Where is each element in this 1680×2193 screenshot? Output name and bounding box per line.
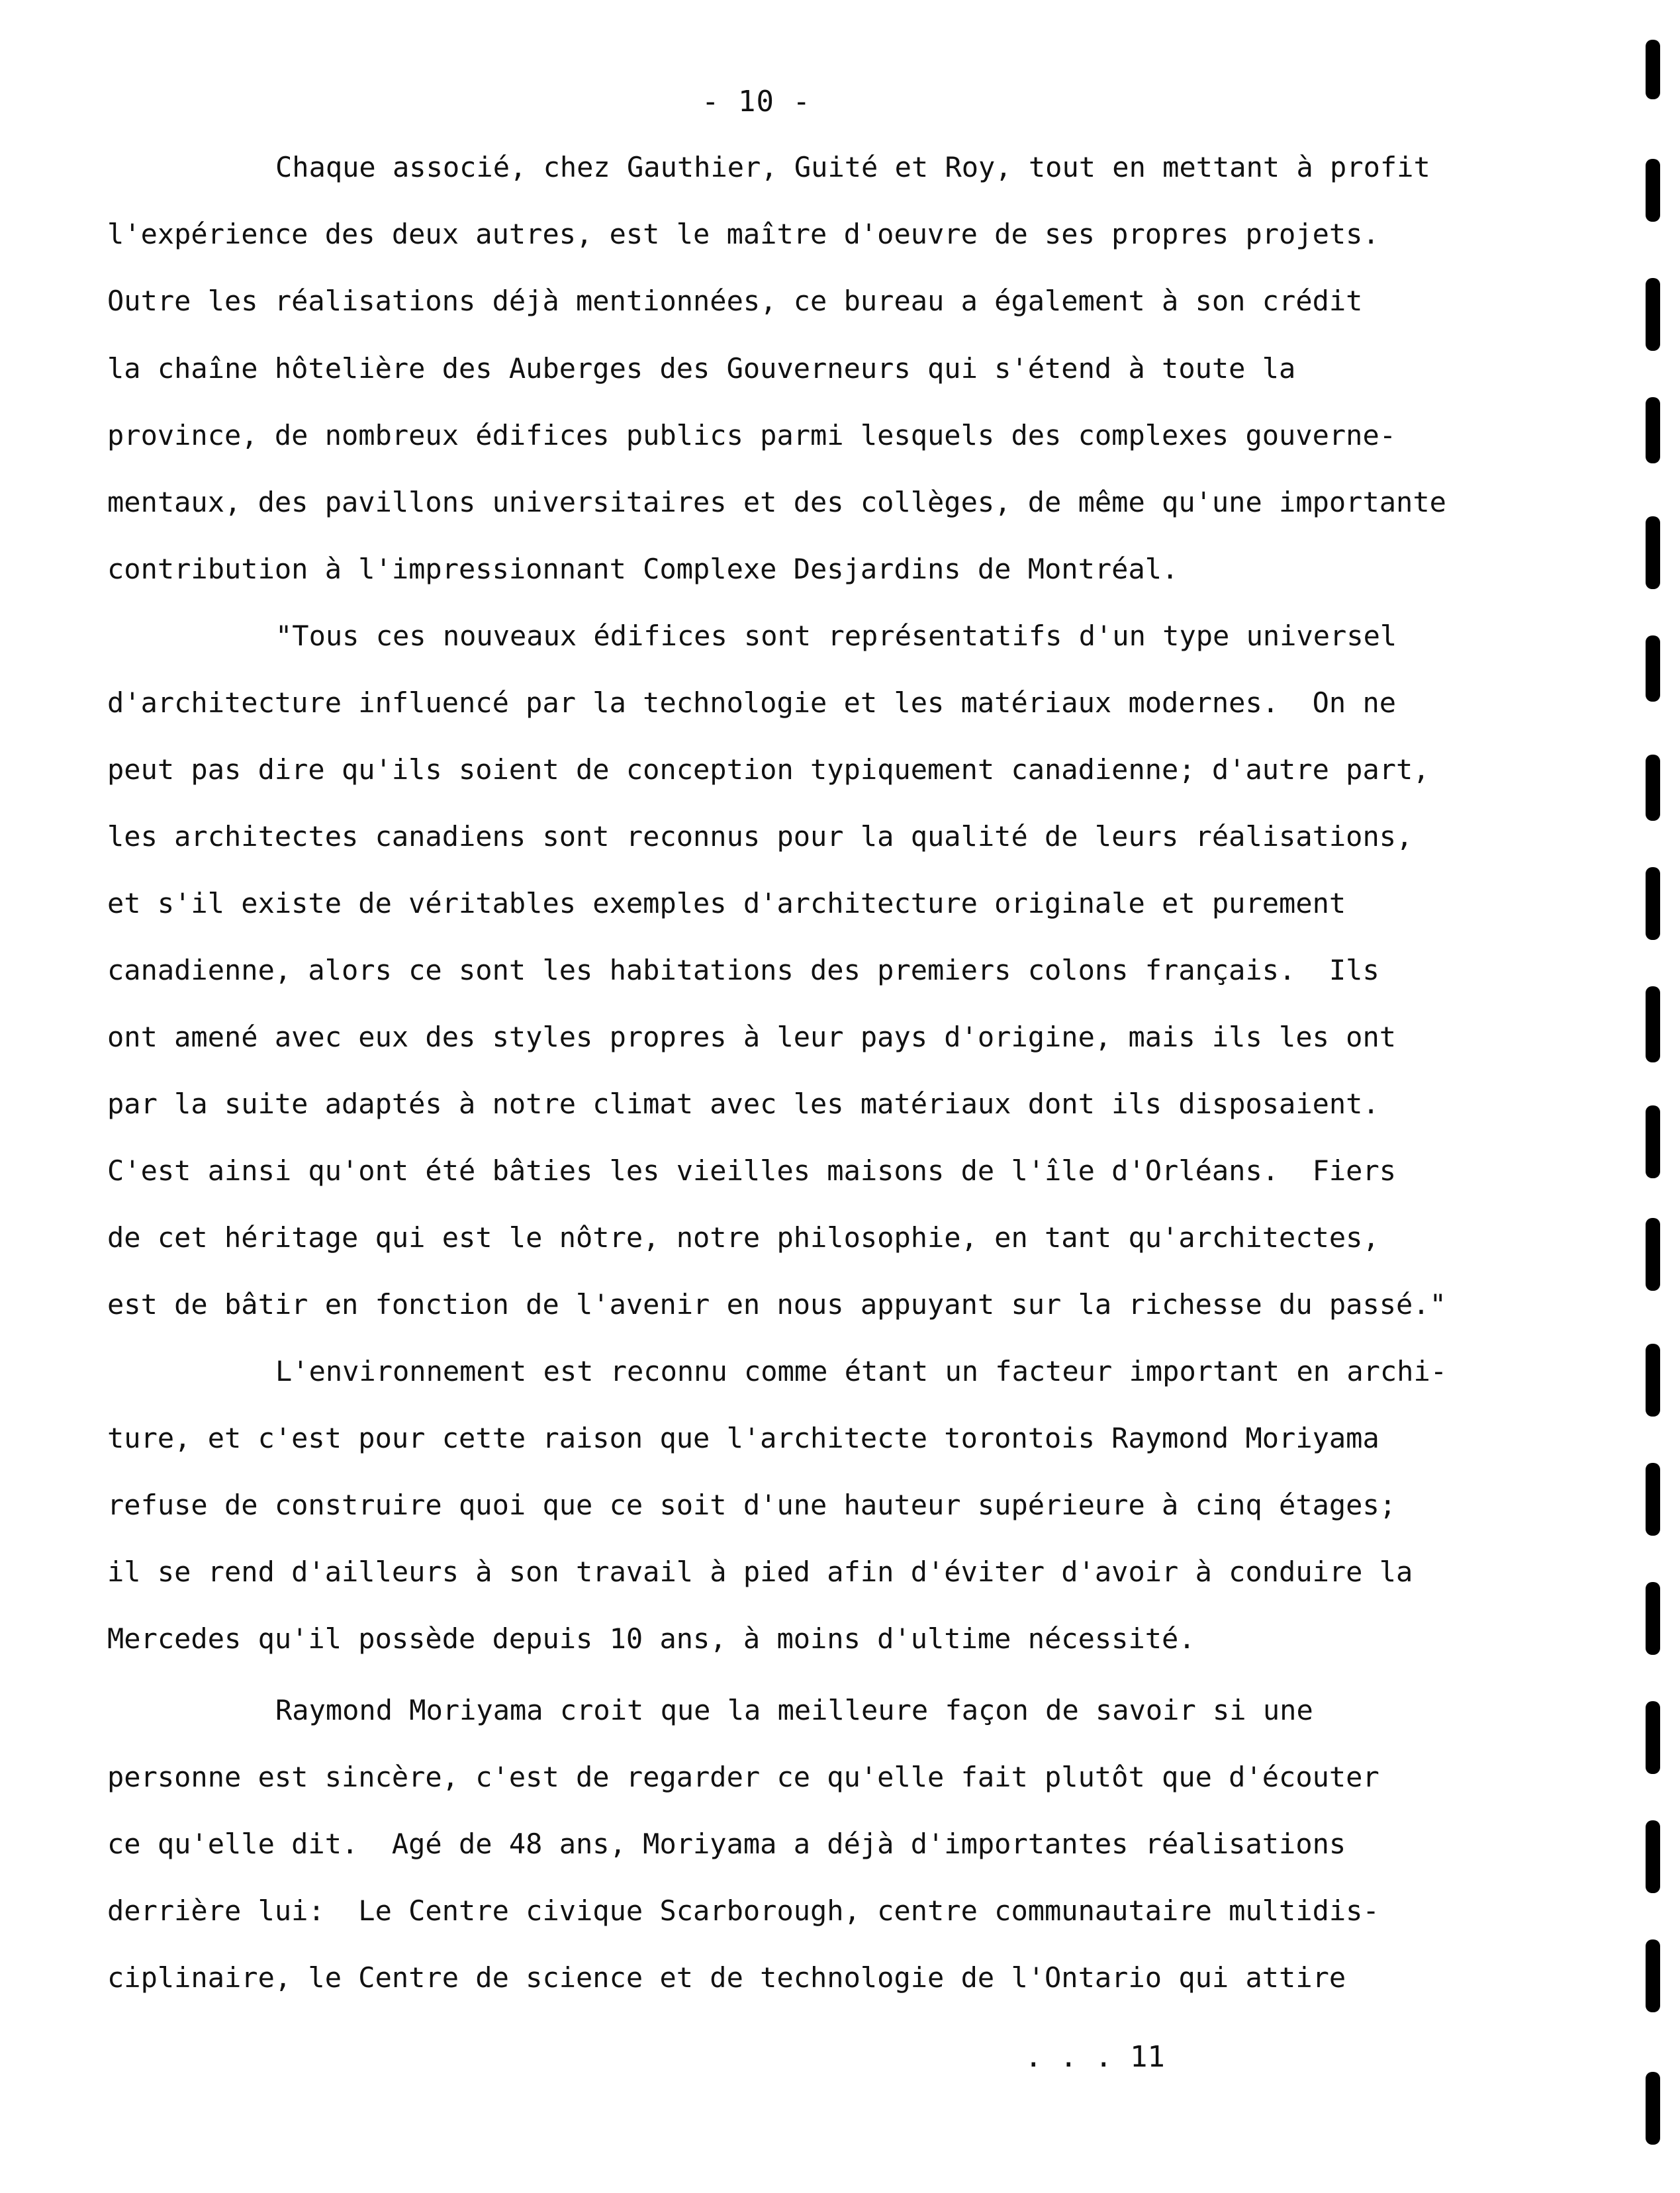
binding-mark: [1646, 1344, 1660, 1417]
binding-mark: [1646, 755, 1660, 821]
text-line: Chaque associé, chez Gauthier, Guité et Roy, tout en mettant à profit: [275, 151, 1430, 183]
text-line: la chaîne hôtelière des Auberges des Gouverneurs qui s'étend à toute la: [107, 352, 1296, 385]
binding-mark: [1646, 986, 1660, 1062]
text-line: refuse de construire quoi que ce soit d'une hauteur supérieure à cinq étages;: [107, 1489, 1397, 1521]
binding-mark: [1646, 1701, 1660, 1774]
text-line: province, de nombreux édifices publics parmi lesquels des complexes gouverne-: [107, 419, 1397, 451]
text-line: derrière lui: Le Centre civique Scarborough, centre communautaire multidis-: [107, 1894, 1379, 1927]
text-line: canadienne, alors ce sont les habitations des premiers colons français. Ils: [107, 954, 1379, 986]
text-line: les architectes canadiens sont reconnus pour la qualité de leurs réalisations,: [107, 820, 1413, 853]
text-line: et s'il existe de véritables exemples d'architecture originale et purement: [107, 887, 1346, 919]
text-line: ont amené avec eux des styles propres à leur pays d'origine, mais ils les ont: [107, 1021, 1397, 1053]
text-line: C'est ainsi qu'ont été bâties les vieilles maisons de l'île d'Orléans. Fiers: [107, 1154, 1397, 1187]
binding-mark: [1646, 159, 1660, 222]
page-number: - 10 -: [702, 85, 811, 118]
text-line: contribution à l'impressionnant Complexe Desjardins de Montréal.: [107, 553, 1179, 585]
text-line: L'environnement est reconnu comme étant un facteur important en archi-: [275, 1355, 1448, 1387]
text-line: mentaux, des pavillons universitaires et des collèges, de même qu'une importante: [107, 486, 1446, 518]
binding-mark: [1646, 278, 1660, 351]
binding-mark: [1646, 40, 1660, 99]
binding-mark: [1646, 1820, 1660, 1893]
text-line: l'expérience des deux autres, est le maître d'oeuvre de ses propres projets.: [107, 218, 1379, 250]
continuation-marker: . . . 11: [1025, 2040, 1165, 2074]
binding-mark: [1646, 397, 1660, 463]
text-line: par la suite adaptés à notre climat avec les matériaux dont ils disposaient.: [107, 1088, 1379, 1120]
text-line: il se rend d'ailleurs à son travail à pied afin d'éviter d'avoir à conduire la: [107, 1556, 1413, 1588]
binding-mark: [1646, 635, 1660, 702]
binding-mark: [1646, 1218, 1660, 1291]
text-line: peut pas dire qu'ils soient de conception typiquement canadienne; d'autre part,: [107, 753, 1430, 786]
text-line: ce qu'elle dit. Agé de 48 ans, Moriyama a déjà d'importantes réalisations: [107, 1828, 1346, 1860]
text-line: Raymond Moriyama croit que la meilleure façon de savoir si une: [275, 1694, 1313, 1726]
binding-mark: [1646, 867, 1660, 940]
text-line: ciplinaire, le Centre de science et de technologie de l'Ontario qui attire: [107, 1961, 1346, 1994]
text-line: personne est sincère, c'est de regarder ce qu'elle fait plutôt que d'écouter: [107, 1761, 1379, 1793]
binding-mark: [1646, 1939, 1660, 2012]
binding-mark: [1646, 516, 1660, 589]
binding-mark: [1646, 1582, 1660, 1655]
text-line: est de bâtir en fonction de l'avenir en nous appuyant sur la richesse du passé.": [107, 1288, 1446, 1321]
binding-marks: [1640, 26, 1667, 2171]
text-line: Mercedes qu'il possède depuis 10 ans, à moins d'ultime nécessité.: [107, 1622, 1195, 1655]
text-line: d'architecture influencé par la technologie et les matériaux modernes. On ne: [107, 686, 1397, 719]
text-line: "Tous ces nouveaux édifices sont représentatifs d'un type universel: [275, 620, 1397, 652]
text-line: ture, et c'est pour cette raison que l'architecte torontois Raymond Moriyama: [107, 1422, 1379, 1454]
binding-mark: [1646, 1463, 1660, 1536]
text-line: Outre les réalisations déjà mentionnées, ce bureau a également à son crédit: [107, 285, 1363, 317]
binding-mark: [1646, 2072, 1660, 2145]
text-line: de cet héritage qui est le nôtre, notre philosophie, en tant qu'architectes,: [107, 1221, 1379, 1254]
binding-mark: [1646, 1105, 1660, 1178]
